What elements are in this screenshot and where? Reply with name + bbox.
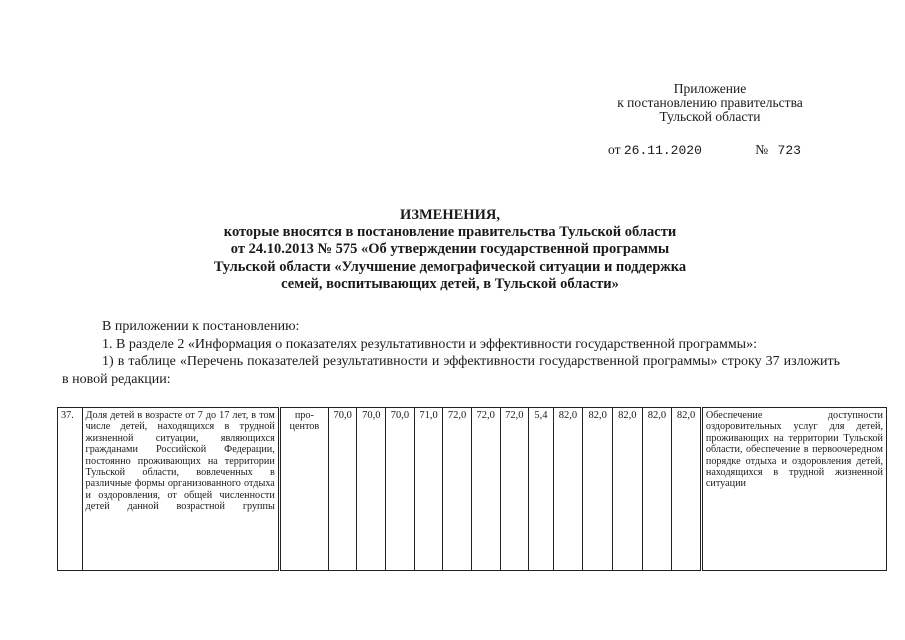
appendix-title: Приложение [673, 81, 747, 96]
value-cell: 5,4 [529, 408, 554, 571]
value-cell: 82,0 [583, 408, 613, 571]
appendix-header [560, 82, 860, 124]
value-cell: 72,0 [500, 408, 529, 571]
decree-number-label: № [755, 142, 769, 157]
row-number: 37. [58, 408, 83, 571]
body-paragraph: 1. В разделе 2 «Информация о показателях результативности и эффективности государственной программы»: [102, 336, 757, 352]
decree-reference [608, 142, 801, 158]
value-cell: 72,0 [443, 408, 472, 571]
value-cell: 82,0 [672, 408, 702, 571]
decree-date: 26.11.2020 [623, 143, 702, 158]
value-cell: 82,0 [553, 408, 583, 571]
body-paragraph: В приложении к постановлению: [102, 319, 300, 334]
heading-line: от 24.10.2013 № 575 «Об утверждении государственной программы [230, 241, 670, 258]
body-paragraph: 1) в таблице «Перечень показателей результативности и эффективности государственной программы» строку 37 изложить в новой редакции: [62, 354, 840, 387]
value-cell: 70,0 [328, 408, 357, 571]
indicator-table [57, 407, 887, 571]
table-row [58, 408, 887, 571]
heading-line: семей, воспитывающих детей, в Тульской области» [281, 275, 619, 292]
unit-cell: про-центов [279, 408, 328, 571]
value-cell: 71,0 [414, 408, 443, 571]
decree-from-label: от [608, 142, 621, 157]
document-heading [130, 207, 770, 293]
document-body [62, 318, 840, 388]
appendix-subtitle: к постановлению правительства [617, 95, 803, 110]
indicator-name: Доля детей в возрасте от 7 до 17 лет, в том числе детей, находящихся в трудной жизненной ситуации, являющихся гражданами Российской Федерации, постоянно проживающих на территории Тульской области, вовлеченных в различные формы организованного отдыха и оздоровления, от общей численности детей данной возрастной группы [82, 408, 279, 571]
decree-number: 723 [777, 143, 801, 158]
value-cell: 70,0 [386, 408, 415, 571]
value-cell: 82,0 [642, 408, 672, 571]
heading-line: которые вносятся в постановление правительства Тульской области [223, 224, 677, 241]
value-cell: 70,0 [357, 408, 386, 571]
heading-title: ИЗМЕНЕНИЯ, [400, 207, 500, 223]
heading-line: Тульской области «Улучшение демографической ситуации и поддержка [213, 258, 687, 275]
value-cell: 72,0 [471, 408, 500, 571]
description-cell: Обеспечение доступности оздоровительных услуг для детей, проживающих на территории Тульской области, обеспечение в первоочередном порядке отдыха и оздоровления детей, находящихся в трудной жизненной ситуации [701, 408, 886, 571]
value-cell: 82,0 [612, 408, 642, 571]
appendix-region: Тульской области [659, 109, 761, 124]
